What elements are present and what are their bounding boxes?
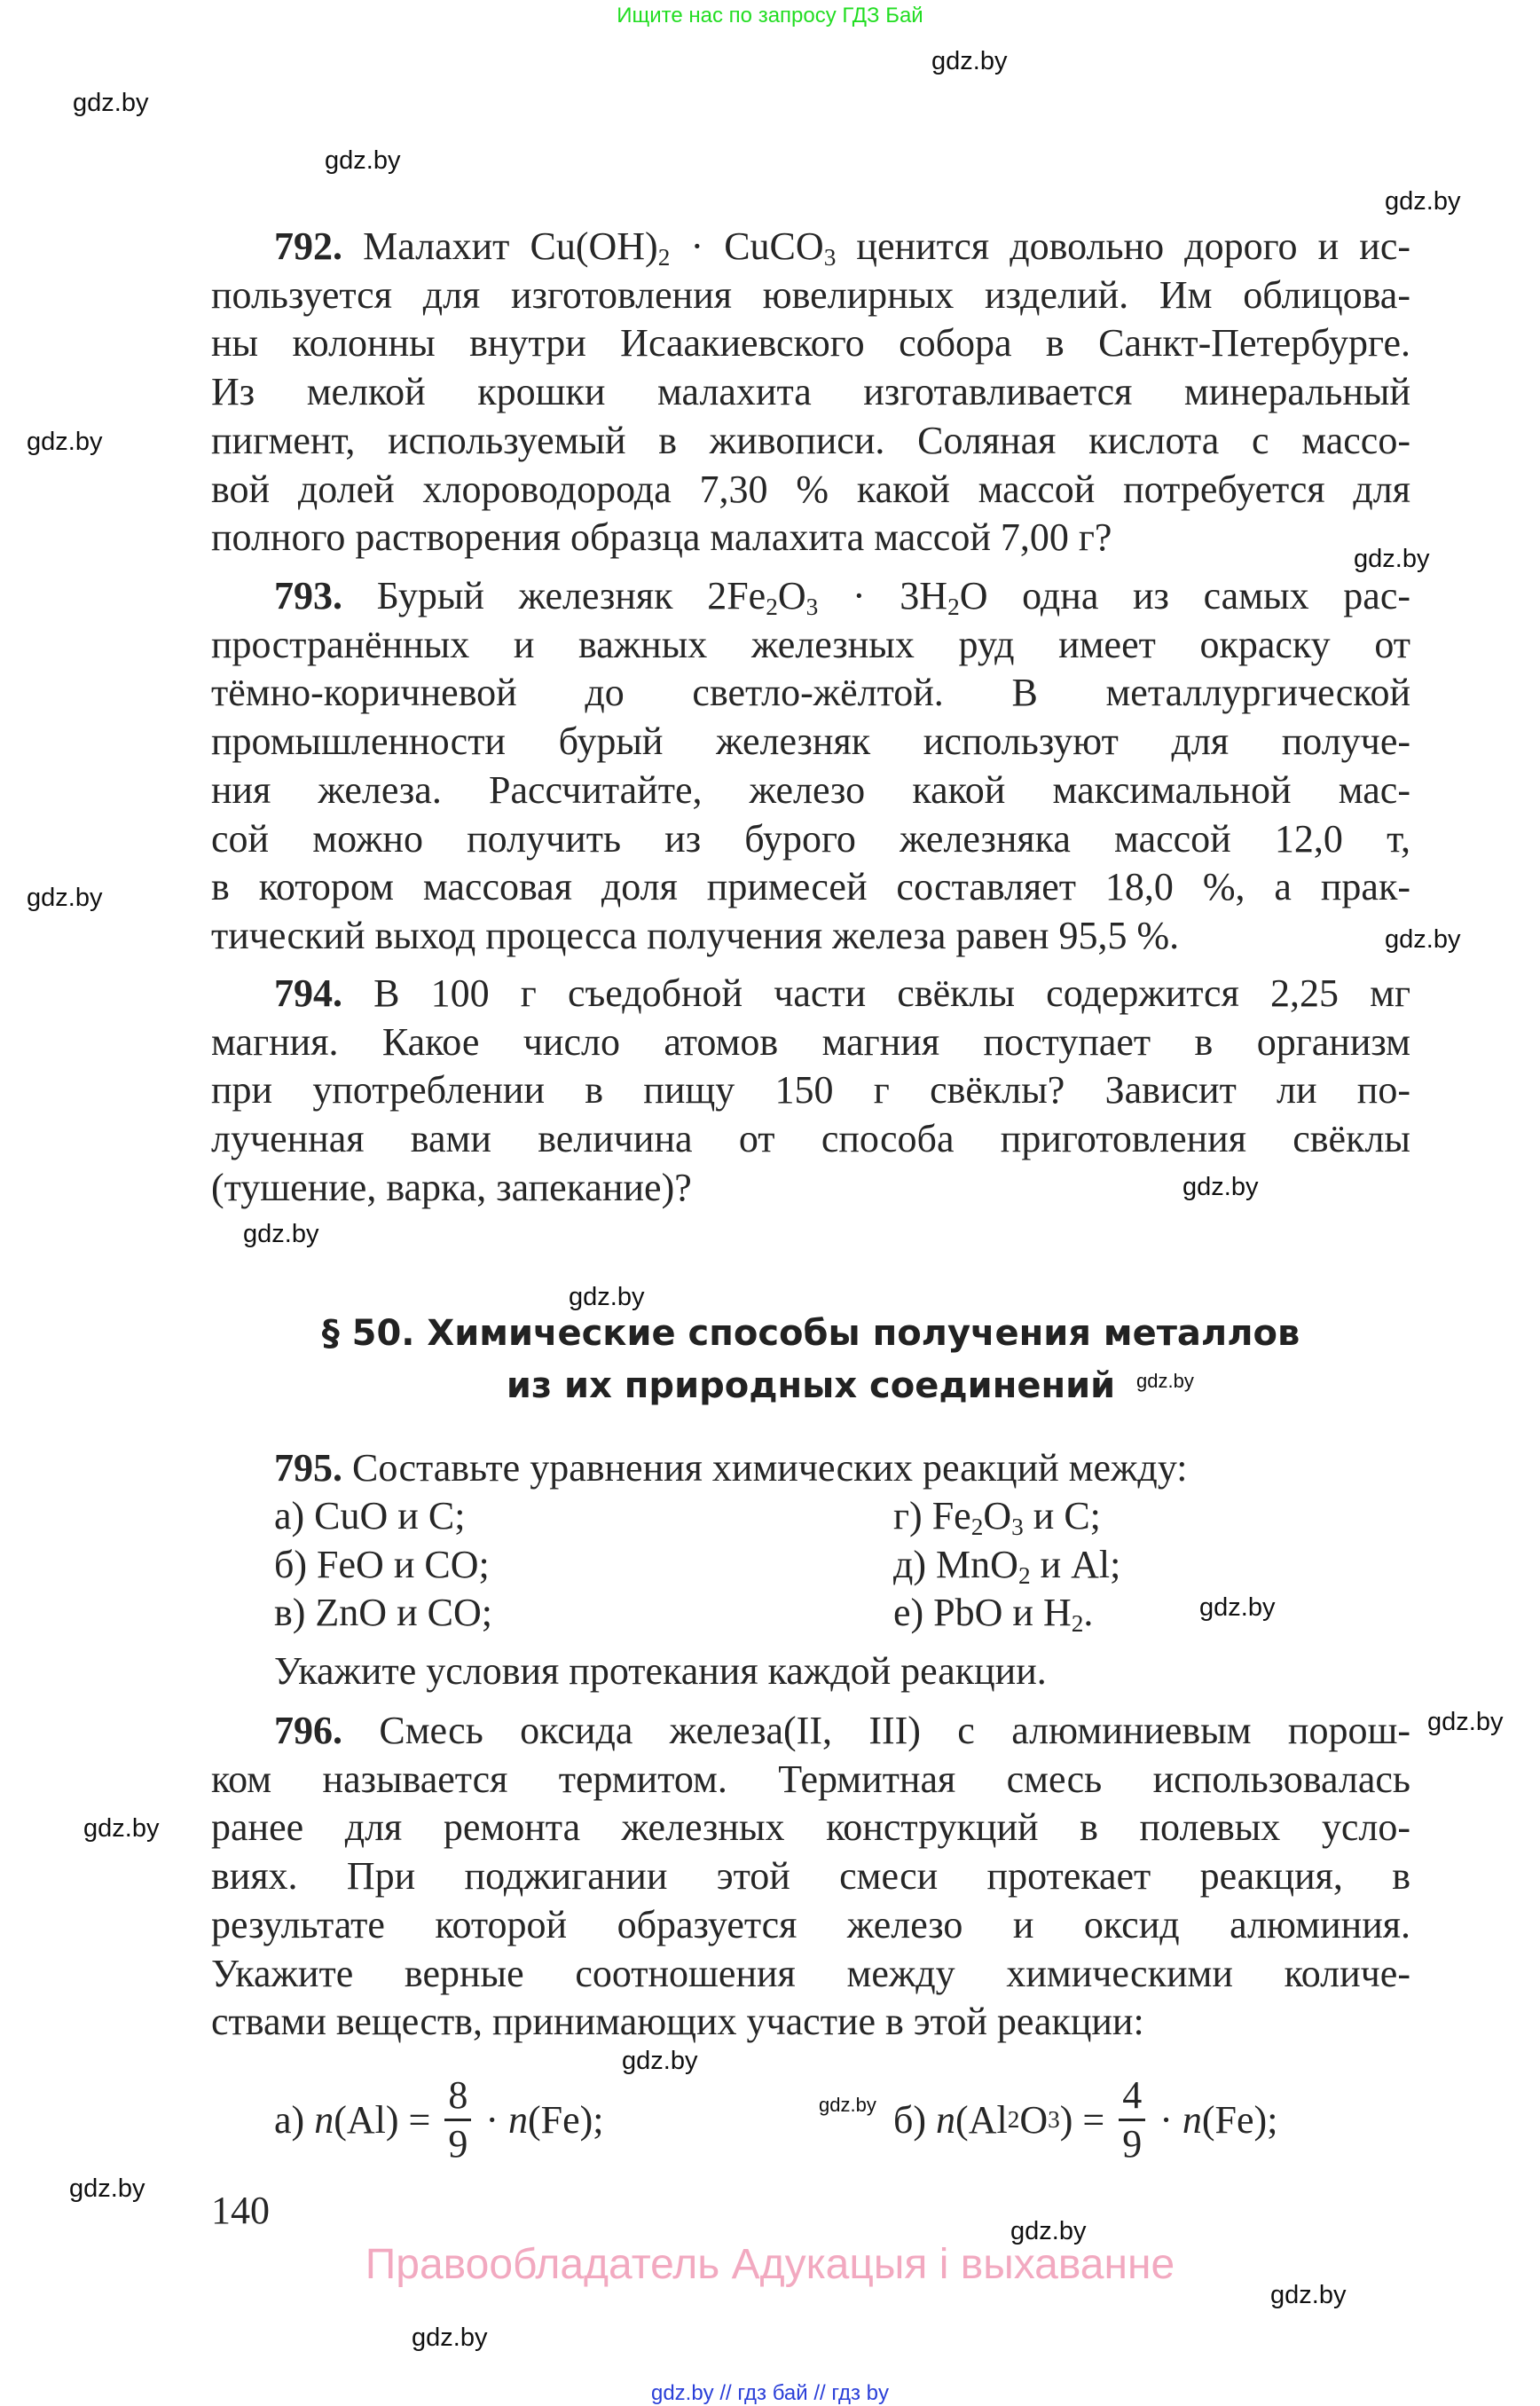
text-run: Смесь оксида железа(II, III) с алюминиевым порош- — [342, 1709, 1410, 1752]
multiply-dot: · — [1159, 2097, 1173, 2142]
section-heading-line-1: § 50. Химические способы получения металлов — [321, 1313, 1300, 1354]
text-run: пространённых и важных железных руд имеет окраску от — [211, 622, 1410, 666]
text-line — [211, 417, 1410, 465]
text-run: сой можно получить из бурого железняка массой 12,0 т, — [211, 816, 1410, 861]
watermark: gdz.by — [819, 2094, 876, 2116]
watermark: gdz.by — [325, 146, 401, 175]
text-run: Укажите условия протекания каждой реакции. — [274, 1649, 1047, 1693]
problem-number: 795. — [274, 1446, 342, 1490]
watermark: gdz.by — [1270, 2281, 1347, 2309]
fraction — [1119, 2072, 1145, 2167]
problem-number: 793. — [274, 574, 342, 617]
watermark: gdz.by — [1182, 1173, 1259, 1201]
denominator: 9 — [448, 2121, 468, 2166]
formula-label: а) — [274, 2097, 305, 2142]
subscript: 2 — [766, 593, 778, 620]
watermark: gdz.by — [1136, 1370, 1194, 1392]
watermark: gdz.by — [1354, 545, 1430, 573]
watermark: gdz.by — [69, 2174, 145, 2203]
text-line — [211, 319, 1410, 367]
text-line — [211, 1852, 1410, 1900]
text-line — [211, 1164, 1410, 1212]
text-run: · CuCO — [670, 224, 824, 268]
text-line — [274, 572, 1410, 620]
watermark: gdz.by — [1199, 1593, 1276, 1622]
text-line — [211, 912, 1410, 960]
problem-number: 792. — [274, 224, 342, 268]
text-run: Малахит Cu(OH) — [342, 224, 658, 268]
problem-number: 796. — [274, 1709, 342, 1752]
formula-arg: (Al) — [334, 2097, 399, 2142]
watermark: gdz.by — [27, 884, 103, 912]
watermark: gdz.by — [569, 1283, 645, 1311]
amount-symbol: n — [936, 2097, 956, 2142]
text-run: и C; — [1023, 1494, 1101, 1537]
problem-number: 794. — [274, 971, 342, 1015]
subscript: 3 — [1011, 1513, 1024, 1540]
text-run: а) CuO и C; — [274, 1494, 466, 1537]
text-line — [211, 466, 1410, 514]
footer-links[interactable]: gdz.by // гдз бай // гдз by — [650, 2381, 890, 2405]
text-run: ствами веществ, принимающих участие в этой реакции: — [211, 2000, 1144, 2044]
text-line — [211, 1115, 1410, 1163]
text-run: и Al; — [1030, 1542, 1121, 1586]
text-run: O одна из самых рас- — [959, 574, 1410, 617]
text-run: . — [1083, 1591, 1094, 1635]
fraction — [444, 2072, 471, 2167]
watermark: gdz.by — [412, 2323, 488, 2352]
text-run: Из мелкой крошки малахита изготавливается минеральный — [211, 370, 1410, 414]
formula-b: б) n (Al 2 O 3 ) = $\frac{4}{9}$ · n (Fe); — [893, 2072, 1278, 2166]
text-line — [274, 1707, 1410, 1755]
text-run: ценится довольно дорого и ис- — [836, 224, 1410, 268]
subscript: 2 — [1018, 1561, 1031, 1589]
text-line — [211, 1950, 1410, 1998]
text-line — [274, 1647, 1410, 1695]
reaction-item — [893, 1541, 1120, 1589]
text-run: (тушение, варка, запекание)? — [211, 1165, 692, 1209]
reaction-item — [893, 1589, 1093, 1637]
text-run: результате которой образуется железо и оксид алюминия. — [211, 1902, 1410, 1946]
watermark: gdz.by — [931, 47, 1008, 75]
formula-a — [274, 2066, 604, 2173]
watermark: gdz.by — [83, 1814, 160, 1843]
reaction-item — [893, 1492, 1101, 1540]
text-run: в) ZnO и CO; — [274, 1591, 492, 1635]
text-run: O — [983, 1494, 1012, 1537]
formula-arg: (Fe); — [527, 2097, 604, 2142]
formula-arg: O — [1019, 2097, 1049, 2142]
watermark: gdz.by — [622, 2047, 698, 2075]
text-run: ны колонны внутри Исаакиевского собора в Санкт-Петербурге. — [211, 321, 1410, 366]
numerator: 4 — [1119, 2072, 1145, 2121]
text-run: полного растворения образца малахита массой 7,00 г? — [211, 515, 1112, 560]
multiply-dot: · — [485, 2097, 499, 2142]
numerator: 8 — [444, 2072, 471, 2121]
subscript: 2 — [970, 1513, 984, 1540]
text-run: ком называется термитом. Термитная смесь использовалась — [211, 1757, 1410, 1801]
text-run: пигмент, используемый в живописи. Соляная кислота с массо- — [211, 418, 1410, 462]
text-run: · 3H — [818, 574, 948, 617]
subscript: 2 — [657, 243, 671, 271]
formula-label: б) — [893, 2097, 927, 2142]
text-run: Составьте уравнения химических реакций между: — [342, 1446, 1188, 1490]
text-run: промышленности бурый железняк используют для получе- — [211, 719, 1410, 764]
watermark: gdz.by — [73, 89, 149, 117]
text-run: д) MnO — [893, 1542, 1018, 1586]
text-run: ранее для ремонта железных конструкций в полевых усло- — [211, 1805, 1410, 1850]
text-run: е) PbO и H — [893, 1591, 1072, 1635]
text-line — [211, 1066, 1410, 1114]
subscript: 3 — [805, 593, 819, 620]
text-run: магния. Какое число атомов магния поступает в организм — [211, 1019, 1410, 1064]
text-run: Укажите верные соотношения между химическими количе- — [211, 1951, 1410, 1995]
text-line — [211, 1901, 1410, 1949]
text-line — [211, 669, 1410, 717]
reaction-item — [274, 1492, 465, 1540]
subscript: 2 — [947, 593, 960, 620]
reaction-item — [274, 1541, 490, 1589]
text-run: В 100 г съедобной части свёклы содержится 2,25 мг — [342, 971, 1410, 1015]
amount-symbol: n — [314, 2097, 334, 2142]
text-line — [211, 863, 1410, 911]
text-run: виях. При поджигании этой смеси протекает реакция, в — [211, 1854, 1410, 1899]
text-run: б) FeO и CO; — [274, 1542, 490, 1586]
text-line — [211, 368, 1410, 416]
text-run: в котором массовая доля примесей составляет 18,0 %, а прак- — [211, 865, 1410, 909]
text-line — [211, 767, 1410, 814]
text-line — [211, 1756, 1410, 1804]
equals-sign: = — [1082, 2097, 1105, 2142]
text-line — [211, 1018, 1410, 1066]
reaction-item — [274, 1589, 492, 1637]
text-line — [211, 815, 1410, 863]
formula-arg: (Fe); — [1201, 2097, 1278, 2142]
subscript: 3 — [823, 243, 837, 271]
watermark: gdz.by — [1385, 925, 1461, 954]
text-line — [211, 271, 1410, 319]
text-run: ния железа. Рассчитайте, железо какой максимальной мас- — [211, 767, 1410, 812]
text-line — [211, 514, 1410, 562]
amount-symbol: n — [507, 2097, 528, 2142]
text-line — [211, 621, 1410, 669]
page-number: 140 — [211, 2189, 270, 2232]
copyright-holder: Правообладатель Адукацыя і выхаванне — [365, 2241, 1175, 2288]
text-line — [274, 223, 1410, 271]
formula-arg: (Al — [955, 2097, 1008, 2142]
watermark: gdz.by — [243, 1220, 319, 1248]
text-run: пользуется для изготовления ювелирных изделий. Им облицова- — [211, 272, 1410, 317]
formula-arg: ) — [1059, 2097, 1073, 2142]
text-run: лученная вами величина от способа приготовления свёклы — [211, 1117, 1410, 1161]
subscript: 2 — [1071, 1610, 1084, 1638]
text-run: вой долей хлороводорода 7,30 % какой массой потребуется для — [211, 467, 1410, 511]
watermark: gdz.by — [27, 428, 103, 456]
text-run: тёмно-коричневой до светло-жёлтой. В металлургической — [211, 671, 1410, 715]
section-heading-line-2: из их природных соединений — [506, 1365, 1116, 1406]
text-run: тический выход процесса получения железа равен 95,5 %. — [211, 913, 1180, 957]
text-line — [211, 1998, 1410, 2046]
text-run: при употреблении в пищу 150 г свёклы? Зависит ли по- — [211, 1068, 1410, 1113]
text-run: Бурый железняк 2Fe — [342, 574, 766, 617]
text-run: г) Fe — [893, 1494, 971, 1537]
text-run: O — [777, 574, 806, 617]
text-line — [211, 1804, 1410, 1852]
watermark: gdz.by — [1385, 187, 1461, 216]
search-banner: Ищите нас по запросу ГДЗ Бай — [617, 4, 923, 28]
equals-sign: = — [408, 2097, 431, 2142]
watermark: gdz.by — [1427, 1708, 1504, 1736]
text-line — [274, 1444, 1410, 1492]
text-line — [211, 718, 1410, 766]
denominator: 9 — [1122, 2121, 1143, 2166]
text-line — [274, 970, 1410, 1018]
amount-symbol: n — [1182, 2097, 1202, 2142]
watermark: gdz.by — [1010, 2217, 1087, 2245]
